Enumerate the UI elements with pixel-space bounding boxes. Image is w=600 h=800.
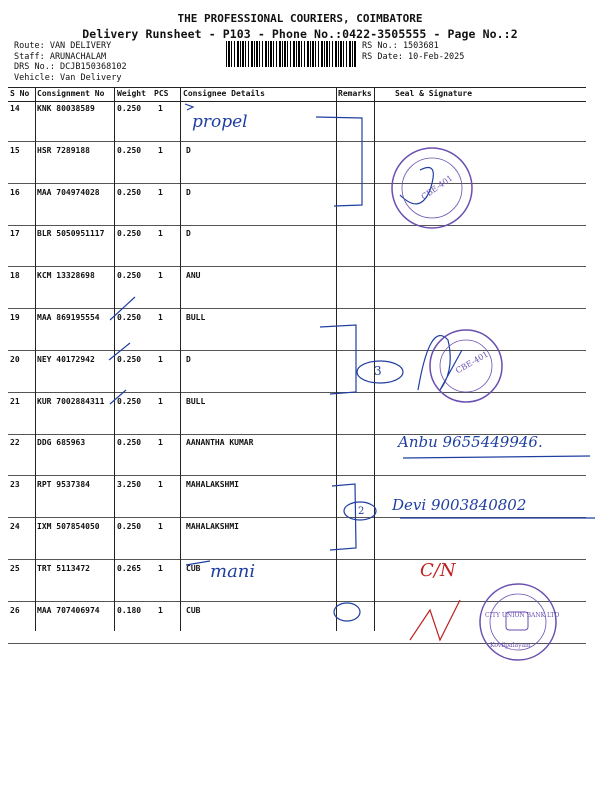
consignee-details: BULL [186,396,206,406]
sno: 17 [10,229,20,239]
weight: 0.250 [117,145,142,155]
col-pcs: PCS [154,89,169,98]
staff: Staff: ARUNACHALAM [14,51,107,62]
consignee-details: D [186,187,191,197]
consignment-no: DDG 685963 [37,438,86,448]
weight: 0.250 [117,313,142,322]
consignment-no: NEY 40172942 [37,354,95,364]
consignment-no: RPT 9537384 [37,480,90,490]
consignment-no: MAA 707406974 [37,605,100,615]
stamp1-code: CBE-401 [419,173,455,202]
consignee-details: CUB [186,605,201,615]
consignee-details: D [186,229,191,239]
pcs: 1 [158,229,163,239]
consignment-no: IXM 507854050 [37,522,100,531]
handwriting-propel: propel [192,112,248,132]
consignment-no: KNK 80038589 [37,104,95,113]
rs-no: RS No.: 1503681 [362,41,439,51]
consignee-details: MAHALAKSHMI [186,522,239,531]
sno: 21 [10,396,20,406]
sno: 25 [10,563,20,573]
stamp3-place: Kovilpalayam [490,642,531,649]
pcs: 1 [158,354,163,364]
pcs: 1 [158,522,163,531]
circled-3: 3 [374,364,382,378]
weight: 0.250 [117,354,142,364]
stamp2-code: CBE-401 [454,349,490,376]
consignment-no: MAA 869195554 [37,313,100,322]
sno: 15 [10,145,20,155]
sno: 16 [10,187,20,197]
weight: 0.250 [117,522,142,531]
sno: 26 [10,605,20,615]
runsheet-title: Delivery Runsheet - P103 - Phone No.:0422-3505555 - Page No.:2 [82,27,518,41]
sno: 23 [10,480,20,490]
pcs: 1 [158,145,163,155]
col-weight: Weight [117,89,146,98]
rs-date: RS Date: 10-Feb-2025 [362,51,465,62]
col-seal: Seal & Signature [395,89,473,98]
consignment-no: TRT 5113472 [37,563,90,573]
consignee-details: D [186,354,191,364]
handwriting-anbu: Anbu 9655449946. [398,433,543,451]
circled-2: 2 [358,506,365,517]
weight: 0.250 [117,229,142,239]
sno: 24 [10,522,20,531]
col-details: Consignee Details [183,89,265,98]
vehicle: Vehicle: Van Delivery [14,72,122,83]
sno: 20 [10,354,20,364]
route: Route: VAN DELIVERY [14,41,112,51]
handwriting-mani: mani [210,561,256,582]
consignee-details: AANANTHA KUMAR [186,438,254,448]
weight: 3.250 [117,480,142,490]
drs-no: DRS No.: DCJB150368102 [14,62,127,72]
consignee-details: D [186,145,191,155]
col-remarks: Remarks [338,89,372,98]
consignee-details: BULL [186,313,206,322]
pcs: 1 [158,480,163,490]
consignment-no: MAA 704974028 [37,187,100,197]
weight: 0.180 [117,605,142,615]
weight: 0.265 [117,563,142,573]
consignment-no: HSR 7289188 [37,145,90,155]
weight: 0.250 [117,187,142,197]
sno: 19 [10,313,20,322]
handwriting-cn: C/N [420,560,456,581]
weight: 0.250 [117,438,142,448]
sno: 22 [10,438,20,448]
stamp3-name: CITY UNION BANK LTD [485,612,560,619]
consignee-details: MAHALAKSHMI [186,480,239,490]
pcs: 1 [158,563,163,573]
handwriting-devi: Devi 9003840802 [392,496,527,514]
col-sno: S No [10,89,30,98]
pcs: 1 [158,271,163,281]
consignment-no: BLR 5050951117 [37,229,105,239]
company-title: THE PROFESSIONAL COURIERS, COIMBATORE [177,12,423,25]
weight: 0.250 [117,396,142,406]
col-consignment: Consignment No [37,89,105,98]
pcs: 1 [158,605,163,615]
pcs: 1 [158,187,163,197]
pcs: 1 [158,313,163,322]
consignment-no: KUR 7002884311 [37,396,105,406]
consignment-no: KCM 13328698 [37,271,95,281]
pcs: 1 [158,396,163,406]
weight: 0.250 [117,271,142,281]
consignee-details: ANU [186,271,201,281]
pcs: 1 [158,438,163,448]
sno: 18 [10,271,20,281]
pcs: 1 [158,104,163,113]
weight: 0.250 [117,104,142,113]
sno: 14 [10,104,20,113]
consignee-details: CUB [186,563,201,573]
